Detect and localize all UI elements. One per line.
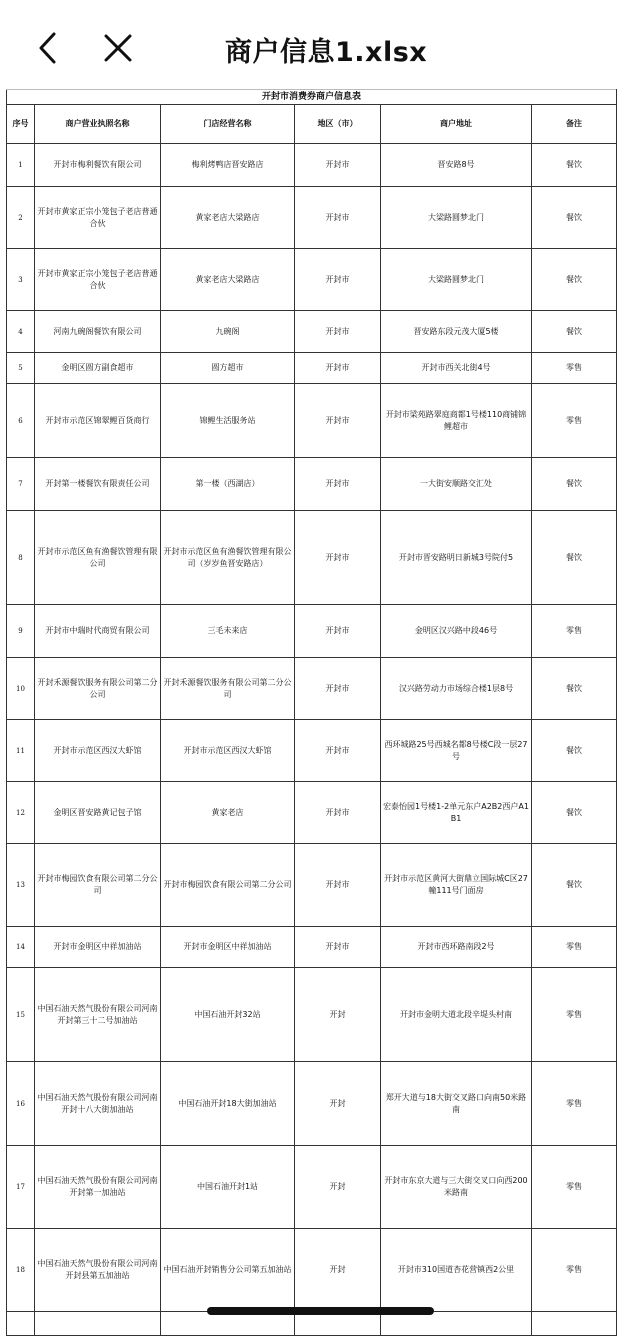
table-cell[interactable]: 开封市 [295, 311, 381, 353]
table-row [7, 511, 617, 605]
table-cell[interactable]: 开封市 [295, 511, 381, 605]
chevron-left-icon [36, 31, 60, 65]
table-row-partial [7, 1312, 617, 1336]
row-number-cell[interactable]: 14 [7, 927, 35, 968]
table-cell[interactable]: 零售 [532, 927, 617, 968]
table-row [7, 658, 617, 720]
table-cell[interactable]: 零售 [532, 1146, 617, 1229]
table-cell[interactable]: 开封禾源餐饮服务有限公司第二分公司 [161, 658, 295, 720]
table-cell[interactable]: 黄家老店大梁路店 [161, 249, 295, 311]
row-number-cell[interactable]: 15 [7, 968, 35, 1062]
table-cell[interactable]: 开封市 [295, 353, 381, 384]
table-row [7, 1062, 617, 1146]
table-cell[interactable]: 餐饮 [532, 187, 617, 249]
row-number-cell[interactable]: 11 [7, 720, 35, 782]
column-header: 备注 [532, 105, 617, 144]
table-row [7, 384, 617, 458]
column-header: 商户地址 [381, 105, 532, 144]
table-row [7, 844, 617, 927]
table-cell[interactable]: 开封市示范区锦翠鲤百货商行 [35, 384, 161, 458]
table-row [7, 720, 617, 782]
table-row [7, 249, 617, 311]
table-cell[interactable]: 中国石油天然气股份有限公司河南开封十八大街加油站 [35, 1062, 161, 1146]
table-cell[interactable]: 开封 [295, 1146, 381, 1229]
table-cell[interactable]: 开封市中瑞时代商贸有限公司 [35, 605, 161, 658]
table-cell[interactable]: 中国石油开封销售分公司第五加油站 [161, 1229, 295, 1312]
table-cell[interactable]: 宏泰怡园1号楼1-2单元东户A2B2西户A1B1 [381, 782, 532, 844]
row-number-cell[interactable]: 8 [7, 511, 35, 605]
table-cell[interactable]: 中国石油天然气股份有限公司河南开封第一加油站 [35, 1146, 161, 1229]
table-row [7, 144, 617, 187]
table-cell[interactable]: 开封市 [295, 844, 381, 927]
table-row [7, 968, 617, 1062]
close-button[interactable] [98, 28, 138, 68]
table-cell[interactable]: 开封市 [295, 144, 381, 187]
table-row [7, 353, 617, 384]
table-cell[interactable]: 开封市金明大道北段辛堤头村南 [381, 968, 532, 1062]
row-number-cell[interactable]: 13 [7, 844, 35, 927]
table-cell[interactable]: 开封市 [295, 384, 381, 458]
table-cell[interactable]: 开封市 [295, 605, 381, 658]
table-cell[interactable]: 餐饮 [532, 511, 617, 605]
table-cell[interactable]: 汉兴路劳动力市场综合楼1层8号 [381, 658, 532, 720]
table-cell[interactable]: 零售 [532, 1229, 617, 1312]
table-cell[interactable]: 开封市示范区西汉大虾馆 [161, 720, 295, 782]
table-cell[interactable]: 餐饮 [532, 844, 617, 927]
table-cell[interactable]: 中国石油天然气股份有限公司河南开封县第五加油站 [35, 1229, 161, 1312]
table-cell[interactable]: 开封市梅园饮食有限公司第二分公司 [35, 844, 161, 927]
back-button[interactable] [28, 28, 68, 68]
home-indicator[interactable] [207, 1307, 434, 1315]
table-cell[interactable]: 开封 [295, 968, 381, 1062]
table-cell [532, 1312, 617, 1336]
table-row [7, 782, 617, 844]
row-number-cell[interactable]: 18 [7, 1229, 35, 1312]
spreadsheet[interactable] [6, 89, 616, 1336]
table-cell[interactable]: 开封 [295, 1062, 381, 1146]
table-cell[interactable]: 开封市金明区中祥加油站 [35, 927, 161, 968]
table-cell [7, 1312, 35, 1336]
table-cell[interactable]: 开封市 [295, 249, 381, 311]
table-row [7, 311, 617, 353]
table-cell[interactable]: 黄家老店大梁路店 [161, 187, 295, 249]
table-cell[interactable]: 餐饮 [532, 720, 617, 782]
row-number-cell[interactable]: 5 [7, 353, 35, 384]
table-cell[interactable]: 开封市金明区中祥加油站 [161, 927, 295, 968]
table-cell[interactable]: 开封 [295, 1229, 381, 1312]
table-cell[interactable]: 开封市晋安路明日新城3号院付5 [381, 511, 532, 605]
row-number-cell[interactable]: 9 [7, 605, 35, 658]
table-cell[interactable]: 开封市 [295, 720, 381, 782]
table-cell[interactable]: 开封市示范区黄河大街鼎立国际城C区27幢111号门面房 [381, 844, 532, 927]
table-cell[interactable]: 零售 [532, 1062, 617, 1146]
table-cell [35, 1312, 161, 1336]
table-cell[interactable]: 零售 [532, 968, 617, 1062]
table-cell[interactable]: 餐饮 [532, 249, 617, 311]
table-cell[interactable]: 餐饮 [532, 311, 617, 353]
table-cell[interactable]: 开封市310国道杏花营镇西2公里 [381, 1229, 532, 1312]
table-cell[interactable]: 开封市 [295, 187, 381, 249]
column-header: 序号 [7, 105, 35, 144]
table-cell[interactable]: 锦鲤生活服务站 [161, 384, 295, 458]
table-row [7, 458, 617, 511]
table-cell[interactable]: 零售 [532, 353, 617, 384]
row-number-cell[interactable]: 6 [7, 384, 35, 458]
table-cell[interactable]: 中国石油开封1站 [161, 1146, 295, 1229]
table-cell[interactable]: 餐饮 [532, 658, 617, 720]
table-row [7, 605, 617, 658]
table-cell[interactable]: 三毛未来店 [161, 605, 295, 658]
table-cell[interactable]: 开封市西关北街4号 [381, 353, 532, 384]
table-row [7, 927, 617, 968]
table-cell[interactable]: 开封市梅园饮食有限公司第二分公司 [161, 844, 295, 927]
table-cell[interactable]: 开封市黄家正宗小笼包子老店普通合伙 [35, 187, 161, 249]
table-body [7, 144, 617, 1336]
table-cell[interactable]: 一大街安顺路交汇处 [381, 458, 532, 511]
table-cell[interactable]: 梅利烤鸭店晋安路店 [161, 144, 295, 187]
table-cell[interactable]: 开封市梅利餐饮有限公司 [35, 144, 161, 187]
column-header: 门店经营名称 [161, 105, 295, 144]
table-cell[interactable]: 开封市示范区西汉大虾馆 [35, 720, 161, 782]
table-cell[interactable]: 圆方超市 [161, 353, 295, 384]
table-cell[interactable]: 开封市示范区鱼有渔餐饮管理有限公司（岁岁鱼晋安路店） [161, 511, 295, 605]
table-cell[interactable]: 金明区圆方副食超市 [35, 353, 161, 384]
table-cell[interactable]: 开封市示范区鱼有渔餐饮管理有限公司 [35, 511, 161, 605]
table-cell[interactable]: 中国石油开封18大街加油站 [161, 1062, 295, 1146]
row-number-cell[interactable]: 7 [7, 458, 35, 511]
table-cell [295, 1312, 381, 1336]
merchant-table [6, 89, 617, 1336]
row-number-cell[interactable]: 17 [7, 1146, 35, 1229]
table-cell[interactable]: 九碗阁 [161, 311, 295, 353]
page-title: 商户信息1.xlsx [225, 37, 428, 68]
table-cell[interactable]: 开封市梁苑路翠庭商都1号楼110商铺锦鲤超市 [381, 384, 532, 458]
column-header: 商户营业执照名称 [35, 105, 161, 144]
sheet-title: 开封市消费券商户信息表 [7, 90, 617, 105]
header-row [7, 105, 617, 144]
table-cell[interactable]: 餐饮 [532, 144, 617, 187]
table-cell[interactable]: 开封市东京大道与三大街交叉口向西200米路南 [381, 1146, 532, 1229]
table-cell[interactable]: 第一楼（西湖店） [161, 458, 295, 511]
table-cell[interactable]: 零售 [532, 384, 617, 458]
table-row [7, 1229, 617, 1312]
table-cell[interactable]: 开封市 [295, 658, 381, 720]
table-cell[interactable]: 餐饮 [532, 782, 617, 844]
row-number-cell[interactable]: 10 [7, 658, 35, 720]
close-icon [103, 33, 133, 63]
table-cell[interactable]: 餐饮 [532, 458, 617, 511]
table-cell[interactable]: 大梁路圆梦北门 [381, 249, 532, 311]
table-row [7, 1146, 617, 1229]
row-number-cell[interactable]: 1 [7, 144, 35, 187]
table-cell[interactable]: 大梁路圆梦北门 [381, 187, 532, 249]
table-cell [381, 1312, 532, 1336]
table-cell[interactable]: 开封市 [295, 782, 381, 844]
table-cell[interactable]: 晋安路东段元茂大厦5楼 [381, 311, 532, 353]
row-number-cell[interactable]: 2 [7, 187, 35, 249]
row-number-cell[interactable]: 16 [7, 1062, 35, 1146]
table-cell[interactable]: 开封市黄家正宗小笼包子老店普通合伙 [35, 249, 161, 311]
table-cell[interactable]: 开封第一楼餐饮有限责任公司 [35, 458, 161, 511]
table-cell[interactable]: 西环城路25号西城名都8号楼C段一层27号 [381, 720, 532, 782]
table-cell[interactable]: 开封市 [295, 458, 381, 511]
table-cell[interactable]: 金明区汉兴路中段46号 [381, 605, 532, 658]
table-cell[interactable]: 中国石油开封32站 [161, 968, 295, 1062]
table-cell[interactable]: 郑开大道与18大街交叉路口向南50米路南 [381, 1062, 532, 1146]
table-cell[interactable]: 河南九碗阁餐饮有限公司 [35, 311, 161, 353]
table-cell[interactable]: 开封市西环路南段2号 [381, 927, 532, 968]
table-cell[interactable]: 中国石油天然气股份有限公司河南开封第三十二号加油站 [35, 968, 161, 1062]
table-cell [161, 1312, 295, 1336]
table-cell[interactable]: 黄家老店 [161, 782, 295, 844]
table-row [7, 187, 617, 249]
table-cell[interactable]: 零售 [532, 605, 617, 658]
row-number-cell[interactable]: 12 [7, 782, 35, 844]
table-cell[interactable]: 晋安路8号 [381, 144, 532, 187]
top-bar [0, 0, 640, 92]
table-cell[interactable]: 开封禾源餐饮服务有限公司第二分公司 [35, 658, 161, 720]
table-cell[interactable]: 开封市 [295, 927, 381, 968]
row-number-cell[interactable]: 4 [7, 311, 35, 353]
row-number-cell[interactable]: 3 [7, 249, 35, 311]
column-header: 地区（市） [295, 105, 381, 144]
table-cell[interactable]: 金明区晋安路黄记包子馆 [35, 782, 161, 844]
